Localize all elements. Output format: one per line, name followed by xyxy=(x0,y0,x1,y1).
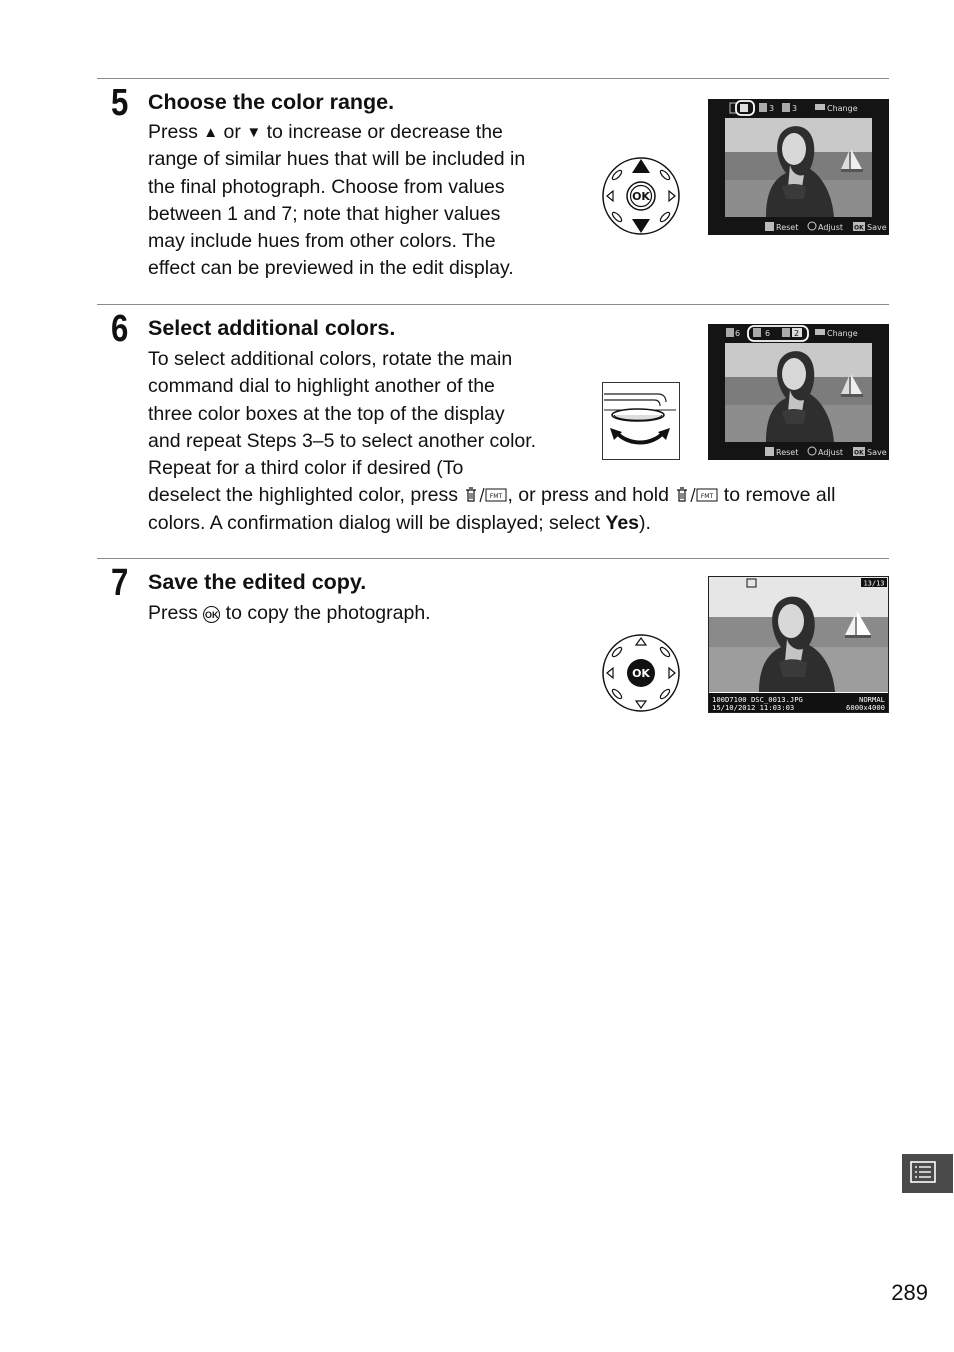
ok-button-icon: OK xyxy=(203,606,220,623)
body-line: Press OK to copy the photograph. xyxy=(148,602,431,624)
ok-badge: OK xyxy=(854,449,864,457)
body-line: command dial to highlight another of the xyxy=(148,375,495,398)
color-range-value: 2 xyxy=(794,329,800,338)
camera-screen-preview xyxy=(708,324,889,460)
camera-screen-preview xyxy=(708,99,889,235)
body-line: may include hues from other colors. The xyxy=(148,230,496,253)
command-dial-icon xyxy=(602,382,680,465)
frame-counter: 13/13 xyxy=(863,579,885,588)
date-time: 15/10/2012 11:03:03 xyxy=(712,703,795,712)
body-line: To select additional colors, rotate the main xyxy=(148,348,513,370)
step-number: 6 xyxy=(111,308,129,350)
body-line: the final photograph. Choose from values xyxy=(148,175,505,198)
reset-label: Reset xyxy=(776,223,799,232)
adjust-label: Adjust xyxy=(818,448,844,457)
step-body xyxy=(148,600,578,627)
page-number: 289 xyxy=(891,1280,928,1305)
step-title: Save the edited copy. xyxy=(148,570,367,594)
reset-label: Reset xyxy=(776,448,799,457)
image-size: 6000x4000 xyxy=(846,703,885,712)
change-label: Change xyxy=(827,104,858,113)
step-number: 5 xyxy=(111,82,129,124)
body-line: three color boxes at the top of the display xyxy=(148,402,505,425)
color-range-value: 6 xyxy=(735,329,741,338)
change-label: Change xyxy=(827,329,858,338)
body-line: Repeat for a third color if desired (To xyxy=(148,457,464,480)
svg-text:FMT: FMT xyxy=(701,493,714,501)
camera-playback-screen xyxy=(708,576,889,713)
section-divider xyxy=(97,558,889,559)
color-range-value: 3 xyxy=(769,104,775,113)
delete-format-icon xyxy=(674,484,718,506)
body-line: and repeat Steps 3–5 to select another color. xyxy=(148,429,537,452)
color-range-value: 3 xyxy=(792,104,798,113)
triangle-up-icon: ▲ xyxy=(203,124,219,141)
triangle-down-icon: ▼ xyxy=(246,124,262,141)
section-divider xyxy=(97,78,889,79)
step-title: Choose the color range. xyxy=(148,90,395,114)
body-line: range of similar hues that will be included in xyxy=(148,148,526,171)
menu-list-icon xyxy=(902,1154,953,1193)
body-line: effect can be previewed in the edit display. xyxy=(148,257,514,280)
ok-badge: OK xyxy=(854,224,864,232)
body-line: deselect the highlighted color, press FMT , or press and hold FMT to remove all xyxy=(148,484,836,507)
adjust-label: Adjust xyxy=(818,223,844,232)
body-line: Press ▲ or ▼ to increase or decrease the xyxy=(148,119,578,146)
body-line: between 1 and 7; note that higher values xyxy=(148,202,501,225)
color-range-value: 6 xyxy=(765,329,771,338)
step-title: Select additional colors. xyxy=(148,316,396,340)
step-body xyxy=(148,119,578,283)
ok-button-label: OK xyxy=(632,190,650,203)
file-name: 100D7100 DSC_0013.JPG xyxy=(712,695,803,704)
ok-button-label: OK xyxy=(632,667,650,680)
delete-format-icon xyxy=(463,484,507,506)
save-label: Save xyxy=(867,448,887,457)
save-label: Save xyxy=(867,223,887,232)
body-line: colors. A confirmation dialog will be displayed; select Yes). xyxy=(148,511,651,534)
retouch-menu-tab xyxy=(902,1154,953,1193)
step-number: 7 xyxy=(111,562,129,604)
image-quality: NORMAL xyxy=(859,695,885,704)
section-divider xyxy=(97,304,889,305)
multi-selector-up-down-icon xyxy=(601,156,681,241)
multi-selector-ok-icon xyxy=(601,633,681,718)
svg-text:FMT: FMT xyxy=(490,493,503,501)
